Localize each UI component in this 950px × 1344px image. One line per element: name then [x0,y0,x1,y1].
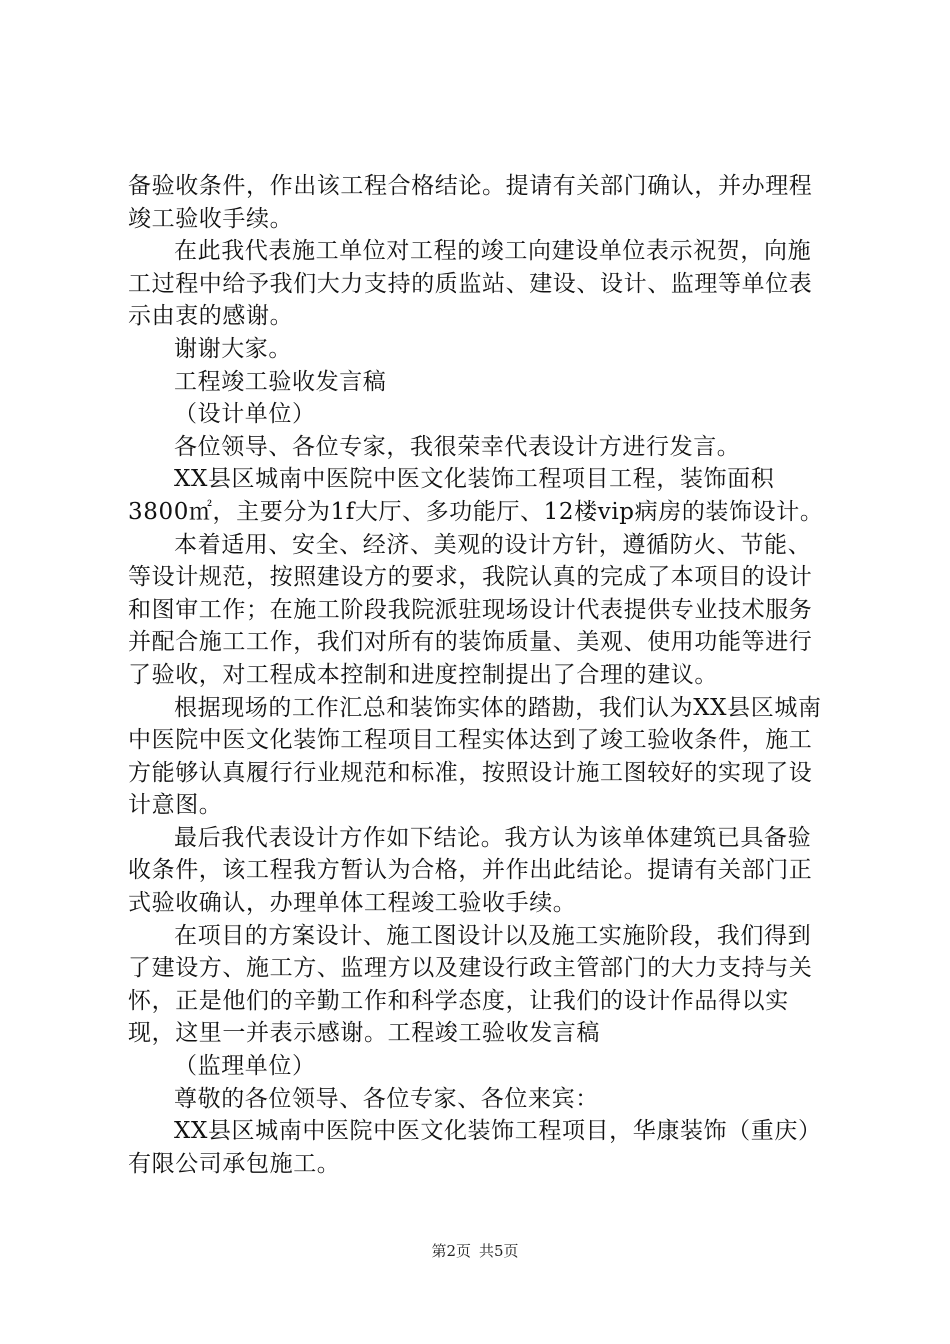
paragraph-8: 本着适用、安全、经济、美观的设计方针，遵循防火、节能、等设计规范，按照建设方的要求，我院认真的完成了本项目的设计和图审工作；在施工阶段我院派驻现场设计代表提供专业技术服务并配合施工工作，我们对所有的装饰质量、美观、使用功能等进行了验收，对工程成本控制和进度控制提出了合理的建议。 [128,531,813,688]
page-footer [0,1240,950,1261]
page-number-current: 第2页 [431,1242,471,1260]
paragraph-7: XX县区城南中医院中医文化装饰工程项目工程，装饰面积3800㎡，主要分为1f大厅、多功能厅、12楼vip病房的装饰设计。 [128,466,824,525]
paragraph-6: 各位领导、各位专家，我很荣幸代表设计方进行发言。 [174,433,741,460]
paragraph-3: 谢谢大家。 [174,335,292,362]
paragraph-10: 最后我代表设计方作如下结论。我方认为该单体建筑已具备验收条件，该工程我方暂认为合格，并作出此结论。提请有关部门正式验收确认，办理单体工程竣工验收手续。 [128,824,813,917]
paragraph-13: 尊敬的各位领导、各位专家、各位来宾： [174,1085,599,1112]
paragraph-9: 根据现场的工作汇总和装饰实体的踏勘，我们认为XX县区城南中医院中医文化装饰工程项目工程实体达到了竣工验收条件，施工方能够认真履行行业规范和标准，按照设计施工图较好的实现了设计意图。 [128,694,822,819]
paragraph-1: 备验收条件，作出该工程合格结论。提请有关部门确认，并办理程竣工验收手续。 [128,173,813,232]
page-number-total: 共5页 [479,1242,519,1260]
section-subtitle-design-unit: （设计单位） [174,401,316,428]
paragraph-14: XX县区城南中医院中医文化装饰工程项目，华康装饰（重庆）有限公司承包施工。 [128,1118,822,1177]
section-subtitle-supervision-unit: （监理单位） [174,1053,316,1080]
section-title-design: 工程竣工验收发言稿 [174,368,387,395]
paragraph-11: 在项目的方案设计、施工图设计以及施工实施阶段，我们得到了建设方、施工方、监理方以及建设行政主管部门的大力支持与关怀，正是他们的辛勤工作和科学态度，让我们的设计作品得以实现，这里一并表示感谢。工程竣工验收发言稿 [128,922,813,1047]
paragraph-2: 在此我代表施工单位对工程的竣工向建设单位表示祝贺，向施工过程中给予我们大力支持的质监站、建设、设计、监理等单位表示由衷的感谢。 [128,238,813,330]
document-body [128,170,828,1180]
